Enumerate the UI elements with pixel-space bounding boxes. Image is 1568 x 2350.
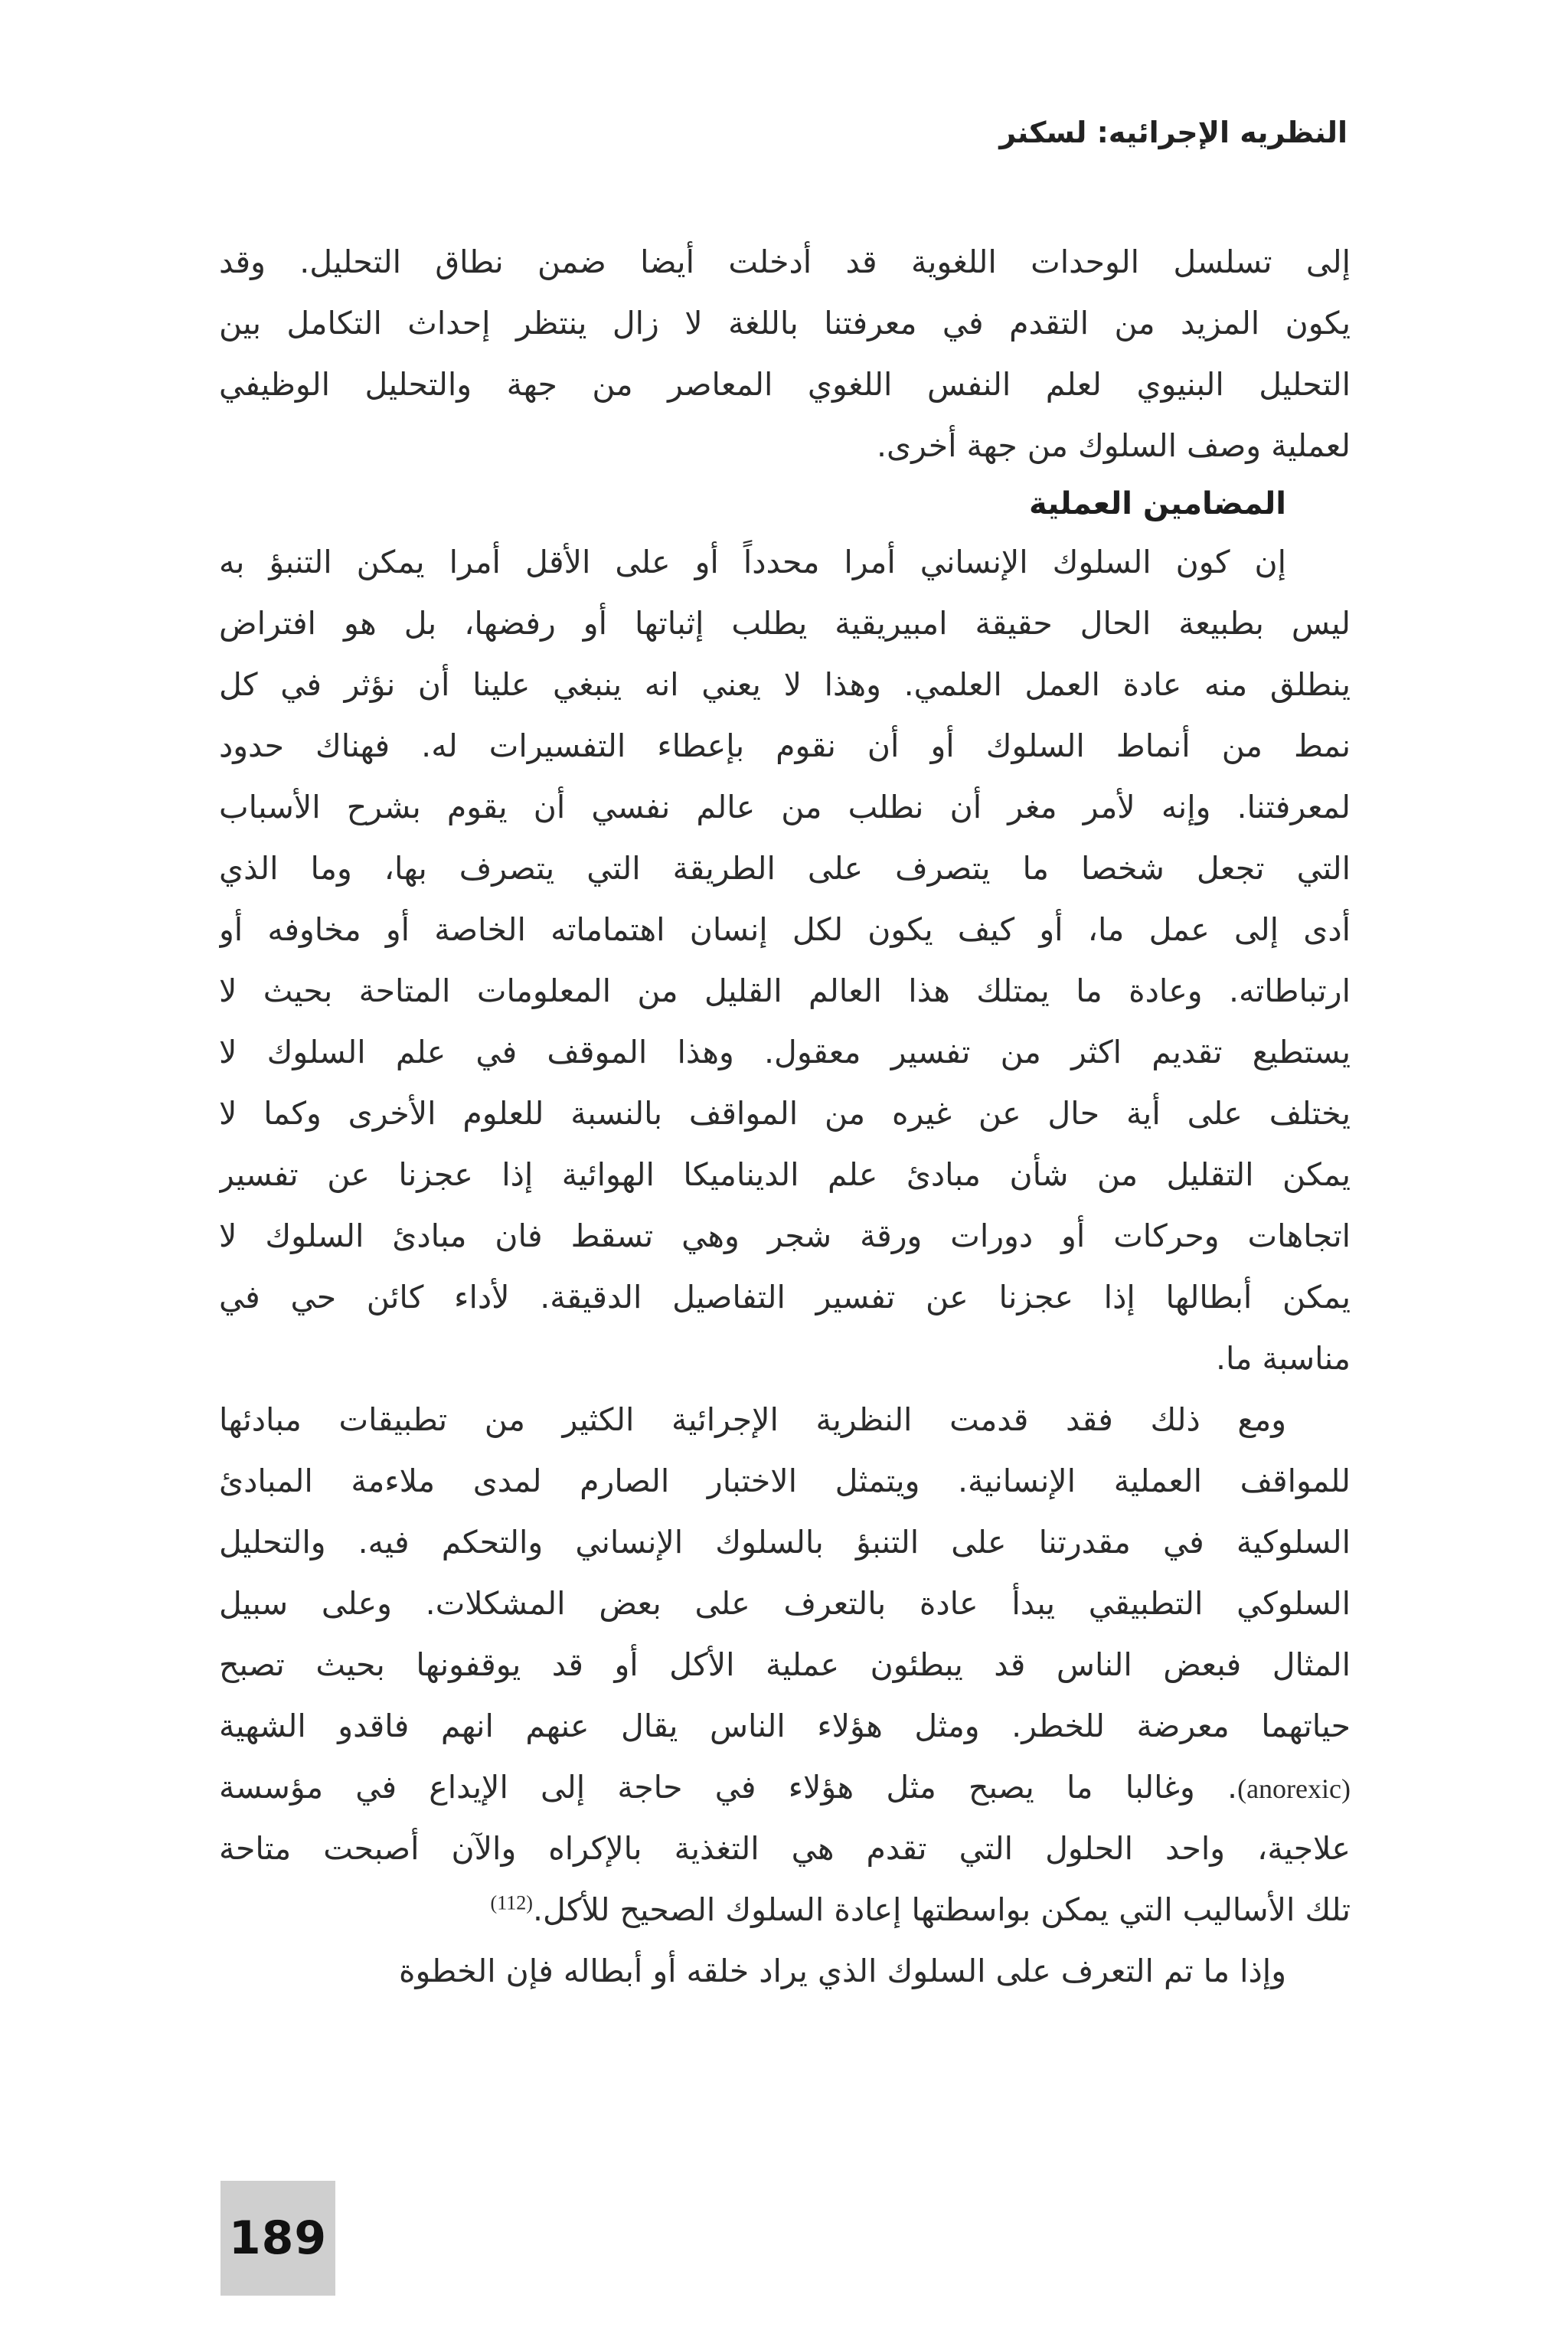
text-span: تلك الأساليب التي يمكن بواسطتها إعادة السلوك الصحيح للأكل. — [532, 1891, 1351, 1928]
text-line: السلوكي التطبيقي يبدأ عادة بالتعرف على بعض المشكلات. وعلى سبيل — [219, 1585, 1351, 1622]
page-number: 189 — [228, 2211, 328, 2265]
text-line: السلوكية في مقدرتنا على التنبؤ بالسلوك الإنساني والتحكم فيه. والتحليل — [219, 1524, 1351, 1561]
text-line: لعملية وصف السلوك من جهة أخرى. — [876, 427, 1351, 464]
text-line: ليس بطبيعة الحال حقيقة امبيريقية يطلب إثباتها أو رفضها، بل هو افتراض — [219, 605, 1351, 642]
page-number-box — [220, 2181, 335, 2296]
text-line — [219, 1879, 1351, 1940]
text-line: يمكن أبطالها إذا عجزنا عن تفسير التفاصيل الدقيقة. لأداء كائن حي في — [219, 1279, 1351, 1316]
text-line — [219, 1757, 1351, 1818]
body-text — [219, 231, 1351, 2002]
text-line: وإذا ما تم التعرف على السلوك الذي يراد خلقه أو أبطاله فإن الخطوة — [398, 1953, 1286, 1989]
text-line: مناسبة ما. — [1215, 1340, 1351, 1377]
text-line: يمكن التقليل من شأن مبادئ علم الديناميكا الهوائية إذا عجزنا عن تفسير — [219, 1156, 1351, 1193]
text-line: ومع ذلك فقد قدمت النظرية الإجرائية الكثير من تطبيقات مبادئها — [219, 1401, 1286, 1438]
text-line: التحليل البنيوي لعلم النفس اللغوي المعاصر من جهة والتحليل الوظيفي — [219, 366, 1351, 403]
footnote-reference[interactable]: (112) — [490, 1891, 533, 1914]
text-line: ينطلق منه عادة العمل العلمي. وهذا لا يعني انه ينبغي علينا أن نؤثر في كل — [219, 666, 1351, 703]
text-line: علاجية، واحد الحلول التي تقدم هي التغذية بالإكراه والآن أصبحت متاحة — [219, 1830, 1351, 1867]
text-line: يكون المزيد من التقدم في معرفتنا باللغة لا زال ينتظر إحداث التكامل بين — [219, 305, 1351, 342]
text-line: إن كون السلوك الإنساني أمرا محدداً أو على الأقل أمرا يمكن التنبؤ به — [219, 544, 1286, 580]
text-line: يستطيع تقديم اكثر من تفسير معقول. وهذا الموقف في علم السلوك لا — [219, 1034, 1351, 1070]
text-line: حياتهما معرضة للخطر. ومثل هؤلاء الناس يقال عنهم انهم فاقدو الشهية — [219, 1708, 1351, 1744]
text-span: . وغالبا ما يصبح مثل هؤلاء في حاجة إلى الإيداع في مؤسسة — [219, 1769, 1238, 1806]
text-line: ارتباطاته. وعادة ما يمتلك هذا العالم القليل من المعلومات المتاحة بحيث لا — [219, 972, 1351, 1009]
text-line: للمواقف العملية الإنسانية. ويتمثل الاختبار الصارم لمدى ملاءمة المبادئ — [219, 1463, 1351, 1499]
text-line: المثال فبعض الناس قد يبطئون عملية الأكل أو قد يوقفونها بحيث تصبح — [219, 1646, 1351, 1683]
section-heading: المضامين العملية — [1028, 486, 1286, 521]
text-line: إلى تسلسل الوحدات اللغوية قد أدخلت أيضا ضمن نطاق التحليل. وقد — [219, 243, 1351, 280]
text-line: نمط من أنماط السلوك أو أن نقوم بإعطاء التفسيرات له. فهناك حدود — [219, 727, 1351, 764]
latin-term: (anorexic) — [1237, 1773, 1351, 1804]
text-line: أدى إلى عمل ما، أو كيف يكون لكل إنسان اهتماماته الخاصة أو مخاوفه أو — [219, 911, 1351, 948]
running-header: النظريه الإجرائيه: لسكنر — [999, 116, 1348, 149]
text-line: لمعرفتنا. وإنه لأمر مغر أن نطلب من عالم نفسي أن يقوم بشرح الأسباب — [219, 789, 1351, 825]
text-line: اتجاهات وحركات أو دورات ورقة شجر وهي تسقط فان مبادئ السلوك لا — [219, 1217, 1351, 1254]
text-line: يختلف على أية حال عن غيره من المواقف بالنسبة للعلوم الأخرى وكما لا — [219, 1095, 1351, 1132]
text-line: التي تجعل شخصا ما يتصرف على الطريقة التي يتصرف بها، وما الذي — [219, 850, 1351, 887]
